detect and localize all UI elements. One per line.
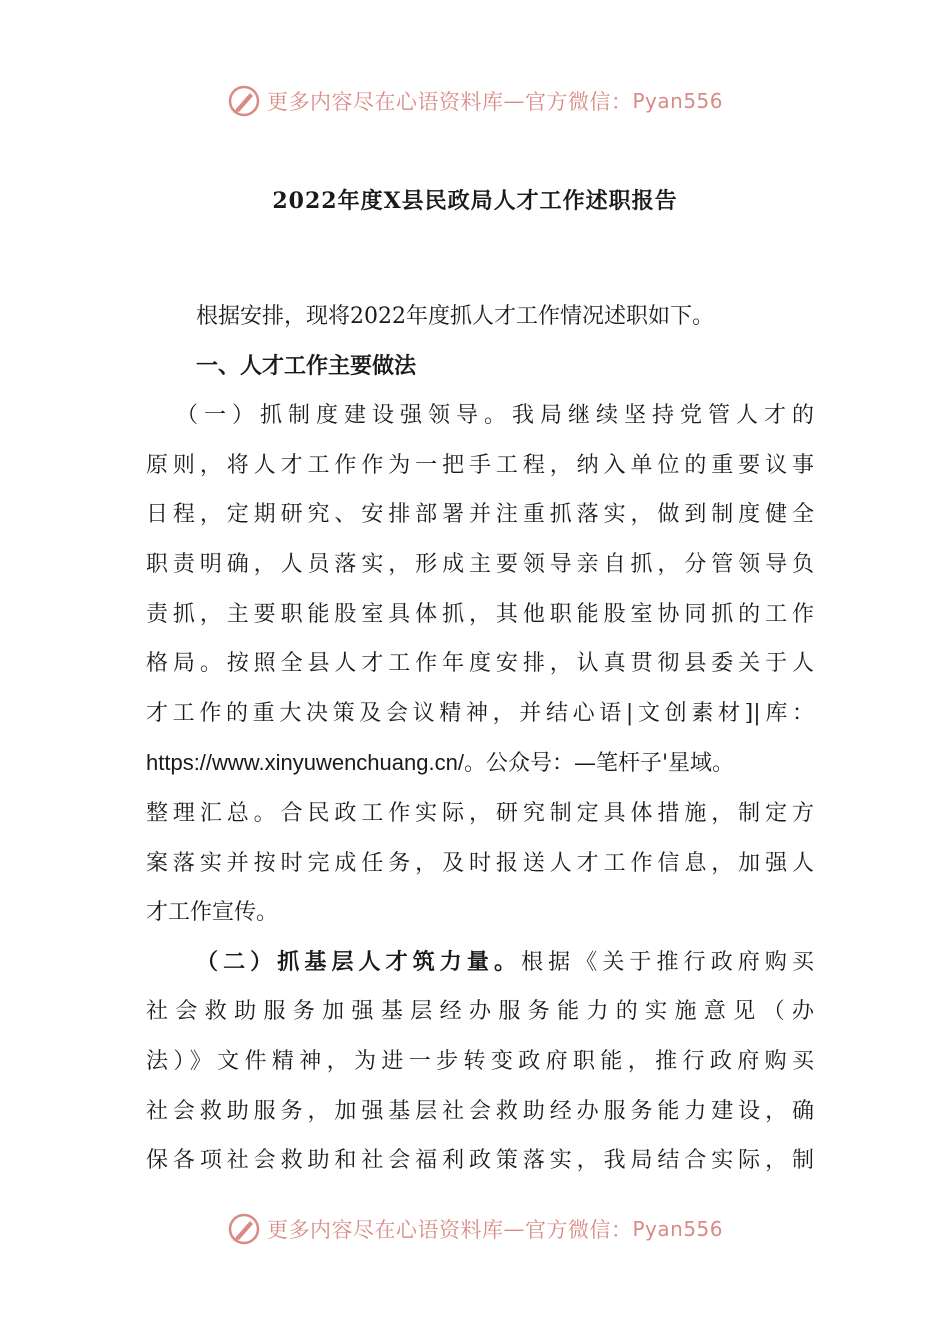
paragraph-line: 才工作的重大决策及会议精神，并结心语|文创素材]|库： xyxy=(146,700,814,726)
paragraph-1 xyxy=(146,391,814,938)
watermark-dash: — xyxy=(503,1217,525,1241)
paragraph-line xyxy=(146,738,814,789)
paragraph-line: 法）》文件精神，为进一步转变政府职能，推行政府购买 xyxy=(146,1048,814,1074)
source-url-link[interactable]: https://www.xinyuwenchuang.cn/ xyxy=(146,750,464,776)
watermark-wechat-label: 官方微信： xyxy=(524,90,633,114)
pen-logo-icon xyxy=(227,84,261,118)
paragraph-text: 根据《关于推行政府购买 xyxy=(521,949,814,975)
paragraph-line: 日程，定期研究、安排部署并注重抓落实，做到制度健全 xyxy=(146,502,814,528)
paragraph-line: 保各项社会救助和社会福利政策落实，我局结合实际，制 xyxy=(146,1148,814,1174)
paragraph-line: 案落实并按时完成任务，及时报送人才工作信息，加强人 xyxy=(146,850,814,876)
paragraph-line: 责抓，主要职能股室具体抓，其他职能股室协同抓的工作 xyxy=(146,601,814,627)
paragraph-line: 格局。按照全县人才工作年度安排，认真贯彻县委关于人 xyxy=(146,651,814,677)
watermark-text: 更多内容尽在心语资料库 xyxy=(266,90,504,114)
intro-paragraph: 根据安排，现将2022年度抓人才工作情况述职如下。 xyxy=(196,304,714,329)
paragraph-line: 职责明确，人员落实，形成主要领导亲自抓，分管领导负 xyxy=(146,551,814,577)
paragraph-line: 社会救助服务加强基层经办服务能力的实施意见（办 xyxy=(146,999,814,1025)
footer-watermark xyxy=(0,1212,950,1246)
paragraph-line: （一）抓制度建设强领导。我局继续坚持党管人才的 xyxy=(176,403,814,429)
watermark-wechat-id: Pyan556 xyxy=(632,1217,723,1241)
paragraph-2 xyxy=(146,938,814,1186)
header-watermark xyxy=(0,84,950,118)
watermark-dash: — xyxy=(503,89,525,113)
section-heading: 一、人才工作主要做法 xyxy=(196,352,417,379)
paragraph-line: 原则，将人才工作作为一把手工程，纳入单位的重要议事 xyxy=(146,452,814,478)
document-title: 2022年度X县民政局人才工作述职报告 xyxy=(272,188,678,214)
watermark-text: 更多内容尽在心语资料库 xyxy=(266,1218,504,1242)
watermark-wechat-label: 官方微信： xyxy=(524,1218,633,1242)
paragraph-line: 社会救助服务，加强基层社会救助经办服务能力建设，确 xyxy=(146,1098,814,1124)
paragraph-line: 才工作宣传。 xyxy=(146,900,279,926)
watermark-wechat-id: Pyan556 xyxy=(632,89,723,113)
paragraph-line: 整理汇总。合民政工作实际，研究制定具体措施，制定方 xyxy=(146,800,814,826)
document-body xyxy=(146,292,814,1186)
url-suffix-text: 。公众号：—笔杆子'星域。 xyxy=(463,751,735,777)
pen-logo-icon xyxy=(227,1212,261,1246)
paragraph-line xyxy=(146,938,814,988)
subsection-lead: （二）抓基层人才筑力量。 xyxy=(196,948,522,975)
